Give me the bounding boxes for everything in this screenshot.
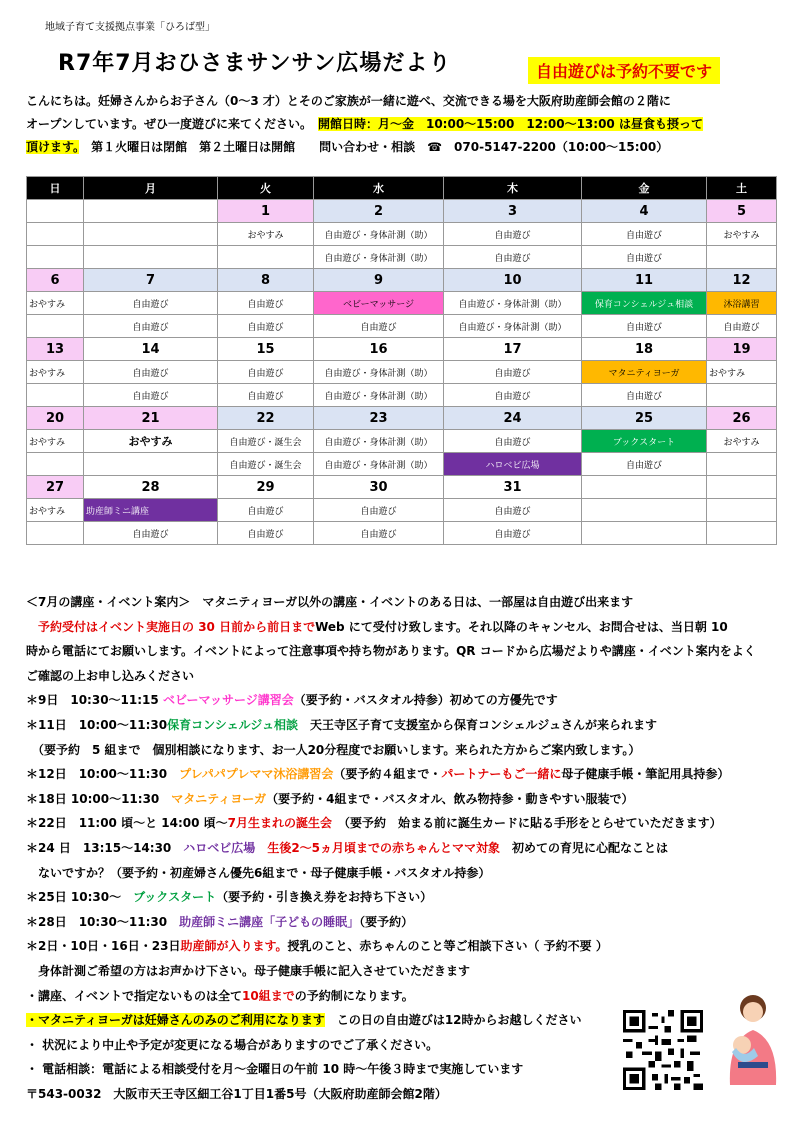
date-cell: 5 bbox=[707, 200, 777, 223]
opening-hours-cont: 頂けます。 bbox=[26, 140, 80, 154]
event-cell bbox=[707, 522, 777, 545]
event-cell: 沐浴講習 bbox=[707, 292, 777, 315]
date-cell: 18 bbox=[582, 338, 707, 361]
event-cell: おやすみ bbox=[84, 430, 218, 453]
event-cell: おやすみ bbox=[27, 292, 84, 315]
event-date: ＊24 日 13:15～14:30 bbox=[26, 840, 172, 855]
date-cell: 8 bbox=[218, 269, 314, 292]
event-detail: （要予約４組まで・ bbox=[333, 767, 442, 782]
date-cell: 15 bbox=[218, 338, 314, 361]
day-header: 月 bbox=[84, 177, 218, 200]
date-cell: 4 bbox=[582, 200, 707, 223]
contact-info: 問い合わせ・相談 ☎ 070-5147-2200（10:00～15:00） bbox=[319, 140, 669, 154]
date-cell: 31 bbox=[444, 476, 582, 499]
event-cell: 自由遊び bbox=[314, 315, 444, 338]
address: 〒543-0032 大阪市天王寺区細工谷1丁目1番5号（大阪府助産師会館2階） bbox=[26, 1086, 447, 1101]
event-cell: マタニティヨーガ bbox=[582, 361, 707, 384]
event-cell: 自由遊び bbox=[218, 315, 314, 338]
event-cell bbox=[27, 223, 84, 246]
date-cell: 25 bbox=[582, 407, 707, 430]
event-cell: 自由遊び・身体計測（助） bbox=[314, 384, 444, 407]
date-cell: 19 bbox=[707, 338, 777, 361]
event-cell bbox=[707, 453, 777, 476]
date-cell: 17 bbox=[444, 338, 582, 361]
event-cell: おやすみ bbox=[707, 361, 777, 384]
date-row bbox=[27, 269, 777, 292]
event-row bbox=[27, 499, 777, 522]
event-cell: 自由遊び・身体計測（助） bbox=[314, 430, 444, 453]
event-cell: 自由遊び bbox=[84, 292, 218, 315]
note-text: ・ 状況により中止や予定が変更になる場合がありますのでご了承ください。 bbox=[26, 1037, 439, 1052]
event-partner-note: パートナーもご一緒に bbox=[441, 767, 562, 782]
date-cell: 24 bbox=[444, 407, 582, 430]
event-row bbox=[27, 430, 777, 453]
event-row bbox=[27, 223, 777, 246]
event-row bbox=[27, 453, 777, 476]
note-text: この日の自由遊びは12時からお越しください bbox=[336, 1013, 582, 1028]
date-cell: 22 bbox=[218, 407, 314, 430]
event-row bbox=[27, 384, 777, 407]
day-header: 水 bbox=[314, 177, 444, 200]
event-cell: 自由遊び bbox=[84, 361, 218, 384]
event-cell bbox=[707, 499, 777, 522]
event-cell: 自由遊び bbox=[218, 384, 314, 407]
event-detail: 授乳のこと、赤ちゃんのこと等ご相談下さい（ 予約不要 ） bbox=[287, 939, 608, 954]
note-text: ・講座、イベントで指定ないものは全て bbox=[26, 988, 243, 1003]
event-name: ブックスタート bbox=[133, 890, 217, 905]
event-detail: （要予約 始まる前に誕生カードに貼る手形をとらせていただきます） bbox=[344, 816, 722, 831]
event-detail: 母子健康手帳・筆記用具持参） bbox=[561, 767, 730, 782]
day-header: 金 bbox=[582, 177, 707, 200]
event-row bbox=[27, 522, 777, 545]
date-cell bbox=[84, 200, 218, 223]
date-cell bbox=[582, 476, 707, 499]
date-cell: 12 bbox=[707, 269, 777, 292]
date-row bbox=[27, 407, 777, 430]
date-cell: 9 bbox=[314, 269, 444, 292]
note-text: の予約制になります。 bbox=[294, 988, 414, 1003]
event-date: ＊12日 10:00～11:30 bbox=[26, 767, 168, 782]
event-cell bbox=[582, 499, 707, 522]
reservation-text: 時から電話にてお願いします。イベントによって注意事項や持ち物があります。QR コードから広場だよりや講座・イベント案内をよく bbox=[26, 644, 756, 659]
date-cell: 13 bbox=[27, 338, 84, 361]
event-cell bbox=[84, 246, 218, 269]
reservation-period: 予約受付はイベント実施日の 30 日前から前日まで bbox=[38, 619, 316, 634]
closed-note: 第１火曜日は閉館 第２土曜日は開館 bbox=[91, 140, 296, 154]
date-cell: 10 bbox=[444, 269, 582, 292]
event-detail: （要予約） bbox=[359, 914, 414, 929]
event-cell: 自由遊び bbox=[218, 292, 314, 315]
date-cell: 23 bbox=[314, 407, 444, 430]
event-cell: おやすみ bbox=[218, 223, 314, 246]
date-cell: 28 bbox=[84, 476, 218, 499]
date-cell: 20 bbox=[27, 407, 84, 430]
day-header: 土 bbox=[707, 177, 777, 200]
qr-code-icon[interactable] bbox=[623, 1010, 703, 1090]
day-header: 木 bbox=[444, 177, 582, 200]
event-row bbox=[27, 246, 777, 269]
date-cell: 21 bbox=[84, 407, 218, 430]
event-cell: 自由遊び bbox=[444, 522, 582, 545]
mother-baby-illustration-icon bbox=[718, 990, 788, 1090]
date-cell: 2 bbox=[314, 200, 444, 223]
event-cell: 自由遊び・誕生会 bbox=[218, 453, 314, 476]
event-name: ハロベビ広場 bbox=[183, 840, 256, 855]
yoga-note: ・マタニティヨーガは妊婦さんのみのご利用になります bbox=[26, 1013, 325, 1028]
event-cell: 自由遊び・身体計測（助） bbox=[444, 292, 582, 315]
event-cell: ハロベビ広場 bbox=[444, 453, 582, 476]
day-header: 日 bbox=[27, 177, 84, 200]
event-cell: 自由遊び bbox=[84, 384, 218, 407]
event-target: 生後2～5ヵ月頃までの赤ちゃんとママ対象 bbox=[267, 840, 501, 855]
day-header: 火 bbox=[218, 177, 314, 200]
event-cell bbox=[27, 384, 84, 407]
event-cell: 自由遊び・誕生会 bbox=[218, 430, 314, 453]
event-cell bbox=[27, 315, 84, 338]
event-cell: 自由遊び・身体計測（助） bbox=[314, 453, 444, 476]
date-cell: 3 bbox=[444, 200, 582, 223]
event-detail: （要予約 5 組まで 個別相談になります、お一人20分程度でお願いします。来られた方からご案内致します。） bbox=[38, 742, 641, 757]
event-cell bbox=[707, 384, 777, 407]
note-text: ・ 電話相談：電話による相談受付を月～金曜日の午前 10 時～午後３時まで実施しています bbox=[26, 1062, 524, 1077]
event-cell: 助産師ミニ講座 bbox=[84, 499, 218, 522]
date-cell: 7 bbox=[84, 269, 218, 292]
date-cell: 27 bbox=[27, 476, 84, 499]
event-detail: 身体計測ご希望の方はお声かけ下さい。母子健康手帳に記入させていただきます bbox=[38, 963, 471, 978]
page-title: R7年7月おひさまサンサン広場だより bbox=[58, 51, 452, 76]
event-cell: 自由遊び bbox=[582, 384, 707, 407]
event-cell: 自由遊び bbox=[444, 361, 582, 384]
event-detail: ないですか？（要予約・初産婦さん優先6組まで・母子健康手帳・バスタオル持参） bbox=[38, 865, 491, 880]
date-cell: 29 bbox=[218, 476, 314, 499]
date-row bbox=[27, 338, 777, 361]
event-cell: 自由遊び bbox=[218, 522, 314, 545]
event-cell: 自由遊び bbox=[444, 499, 582, 522]
event-cell: 自由遊び・身体計測（助） bbox=[444, 315, 582, 338]
note-highlight: 10組まで bbox=[242, 988, 295, 1003]
event-name: 7月生まれの誕生会 bbox=[227, 816, 332, 831]
program-label: 地域子育て支援拠点事業「ひろば型」 bbox=[45, 22, 215, 33]
event-cell: 自由遊び bbox=[444, 384, 582, 407]
event-detail: 初めての育児に心配なことは bbox=[512, 840, 669, 855]
event-detail: 天王寺区子育て支援室から保育コンシェルジュさんが来られます bbox=[310, 717, 657, 732]
event-cell: 自由遊び bbox=[582, 246, 707, 269]
date-cell: 11 bbox=[582, 269, 707, 292]
date-row bbox=[27, 200, 777, 223]
event-cell: 自由遊び bbox=[444, 246, 582, 269]
event-date: ＊2日・10日・16日・23日 bbox=[26, 939, 181, 954]
event-cell: 自由遊び bbox=[84, 315, 218, 338]
event-name: マタニティヨーガ bbox=[171, 791, 267, 806]
event-cell: 自由遊び・身体計測（助） bbox=[314, 223, 444, 246]
event-date: ＊25日 10:30～ bbox=[26, 890, 122, 905]
date-cell: 26 bbox=[707, 407, 777, 430]
event-detail: （要予約・4組まで・バスタオル、飲み物持参・動きやすい服装で） bbox=[266, 791, 634, 806]
event-cell bbox=[27, 246, 84, 269]
event-cell: 保育コンシェルジュ相談 bbox=[582, 292, 707, 315]
date-row bbox=[27, 476, 777, 499]
event-cell bbox=[84, 453, 218, 476]
event-detail: （要予約・引き換え券をお持ち下さい） bbox=[216, 890, 433, 905]
event-cell: 自由遊び bbox=[314, 522, 444, 545]
event-name: プレパパプレママ沐浴講習会 bbox=[179, 767, 334, 782]
event-cell bbox=[84, 223, 218, 246]
reservation-text: ご確認の上お申し込みください bbox=[26, 668, 195, 683]
event-name: 助産師が入ります。 bbox=[180, 939, 288, 954]
event-cell: 自由遊び bbox=[314, 499, 444, 522]
event-cell: 自由遊び bbox=[84, 522, 218, 545]
event-cell: 自由遊び bbox=[582, 223, 707, 246]
event-cell: 自由遊び bbox=[582, 315, 707, 338]
event-cell bbox=[582, 522, 707, 545]
event-cell: 自由遊び・身体計測（助） bbox=[314, 246, 444, 269]
event-row bbox=[27, 315, 777, 338]
event-name: ベビーマッサージ講習会 bbox=[162, 693, 294, 708]
event-date: ＊18日 10:00～11:30 bbox=[26, 791, 160, 806]
event-date: ＊28日 10:30～11:30 bbox=[26, 914, 168, 929]
date-cell: 1 bbox=[218, 200, 314, 223]
intro-line1: こんにちは。妊婦さんからお子さん（0～3 才）とそのご家族が一緒に遊べ、交流できる場を大阪府助産師会館の２階に bbox=[26, 94, 671, 108]
event-cell: 自由遊び bbox=[218, 499, 314, 522]
event-cell: おやすみ bbox=[27, 361, 84, 384]
event-name: 助産師ミニ講座「子どもの睡眠」 bbox=[179, 914, 360, 929]
event-cell bbox=[27, 522, 84, 545]
event-cell bbox=[707, 246, 777, 269]
event-cell: ブックスタート bbox=[582, 430, 707, 453]
date-cell: 30 bbox=[314, 476, 444, 499]
reservation-text: Web にて受付け致します。それ以降のキャンセル、お問合せは、当日朝 10 bbox=[315, 619, 728, 634]
free-play-badge: 自由遊びは予約不要です bbox=[528, 57, 720, 84]
event-name: 保育コンシェルジュ相談 bbox=[167, 717, 299, 732]
event-cell bbox=[27, 453, 84, 476]
opening-hours: 開館日時：月～金 10:00～15:00 12:00～13:00 は昼食も摂って bbox=[317, 117, 703, 131]
event-cell: おやすみ bbox=[27, 430, 84, 453]
event-date: ＊22日 11:00 頃～と 14:00 頃～ bbox=[26, 816, 228, 831]
event-cell: 自由遊び bbox=[218, 361, 314, 384]
event-cell: 自由遊び bbox=[444, 223, 582, 246]
date-cell bbox=[27, 200, 84, 223]
event-cell: ベビーマッサージ bbox=[314, 292, 444, 315]
events-heading: ＜7月の講座・イベント案内＞ bbox=[26, 595, 191, 609]
date-cell: 14 bbox=[84, 338, 218, 361]
event-cell: おやすみ bbox=[27, 499, 84, 522]
calendar-header-row bbox=[27, 177, 777, 200]
date-cell bbox=[707, 476, 777, 499]
intro-line2: オープンしています。ぜひ一度遊びに来てください。 bbox=[26, 117, 306, 131]
calendar-table bbox=[26, 176, 777, 545]
date-cell: 16 bbox=[314, 338, 444, 361]
event-row bbox=[27, 361, 777, 384]
event-detail: （要予約・バスタオル持参）初めての方優先です bbox=[293, 693, 558, 708]
events-heading-note: マタニティヨーガ以外の講座・イベントのある日は、一部屋は自由遊び出来ます bbox=[202, 595, 634, 609]
event-cell: 自由遊び bbox=[582, 453, 707, 476]
event-cell: 自由遊び bbox=[444, 430, 582, 453]
intro-block bbox=[26, 90, 786, 159]
date-cell: 6 bbox=[27, 269, 84, 292]
event-cell: 自由遊び・身体計測（助） bbox=[314, 361, 444, 384]
event-date: ＊11日 10:00～11:30 bbox=[26, 717, 168, 732]
event-date: ＊9日 10:30～11:15 bbox=[26, 693, 159, 708]
event-row bbox=[27, 292, 777, 315]
event-cell: 自由遊び bbox=[707, 315, 777, 338]
event-cell bbox=[218, 246, 314, 269]
event-cell: おやすみ bbox=[707, 223, 777, 246]
event-cell: おやすみ bbox=[707, 430, 777, 453]
